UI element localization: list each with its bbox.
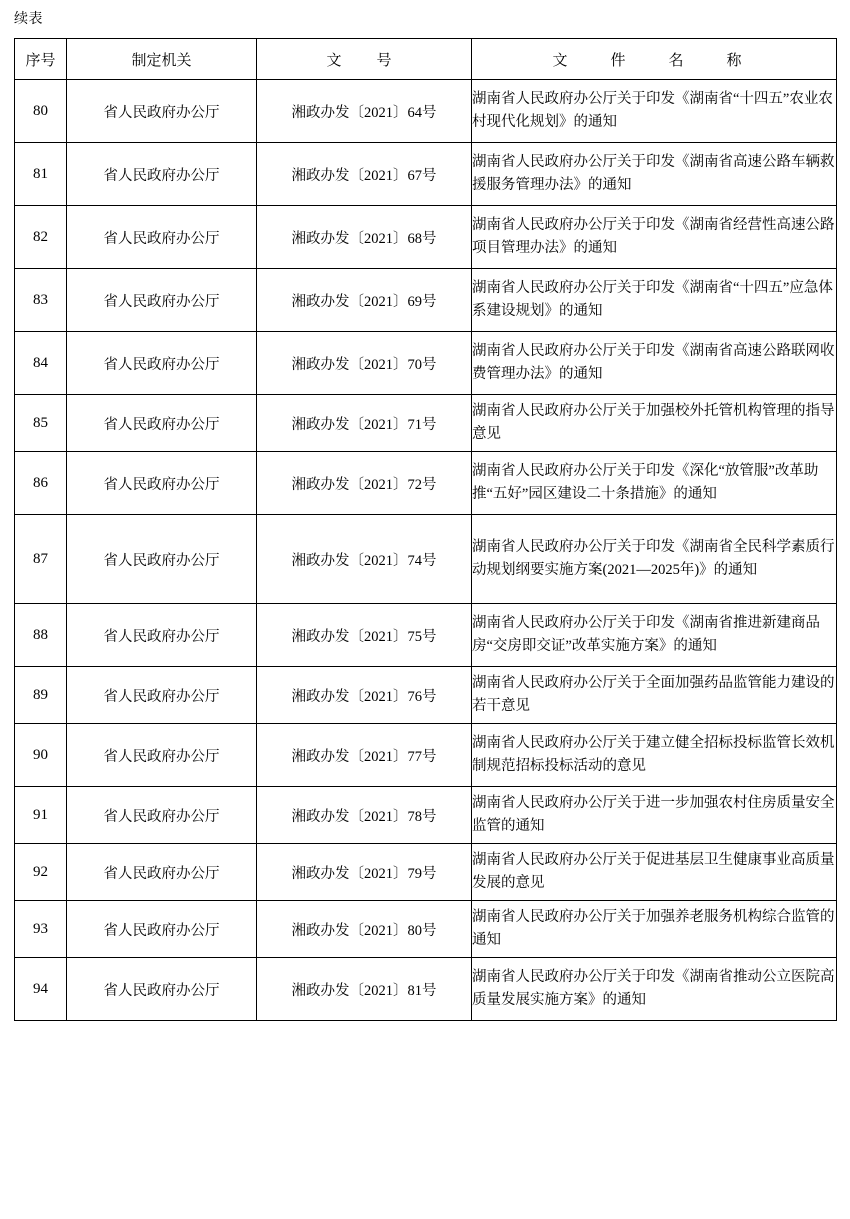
cell-document-number: 湘政办发〔2021〕78号 <box>257 787 472 844</box>
cell-organization: 省人民政府办公厅 <box>67 787 257 844</box>
cell-document-number: 湘政办发〔2021〕72号 <box>257 452 472 515</box>
cell-organization: 省人民政府办公厅 <box>67 958 257 1021</box>
cell-number: 93 <box>15 901 67 958</box>
cell-document-name: 湖南省人民政府办公厅关于印发《湖南省“十四五”农业农村现代化规划》的通知 <box>472 80 837 143</box>
table-row <box>15 332 837 395</box>
cell-document-number: 湘政办发〔2021〕74号 <box>257 515 472 604</box>
cell-number: 80 <box>15 80 67 143</box>
table-row <box>15 724 837 787</box>
cell-organization: 省人民政府办公厅 <box>67 724 257 787</box>
cell-number: 94 <box>15 958 67 1021</box>
cell-number: 82 <box>15 206 67 269</box>
cell-number: 81 <box>15 143 67 206</box>
cell-document-name: 湖南省人民政府办公厅关于印发《湖南省高速公路联网收费管理办法》的通知 <box>472 332 837 395</box>
table-row <box>15 901 837 958</box>
regulations-table <box>14 38 837 1021</box>
cell-number: 89 <box>15 667 67 724</box>
cell-organization: 省人民政府办公厅 <box>67 269 257 332</box>
cell-number: 88 <box>15 604 67 667</box>
table-header <box>15 39 837 80</box>
cell-document-number: 湘政办发〔2021〕75号 <box>257 604 472 667</box>
cell-organization: 省人民政府办公厅 <box>67 901 257 958</box>
cell-number: 85 <box>15 395 67 452</box>
column-header-organization: 制定机关 <box>67 39 257 80</box>
cell-document-number: 湘政办发〔2021〕77号 <box>257 724 472 787</box>
table-row <box>15 269 837 332</box>
cell-organization: 省人民政府办公厅 <box>67 332 257 395</box>
cell-document-number: 湘政办发〔2021〕81号 <box>257 958 472 1021</box>
cell-number: 84 <box>15 332 67 395</box>
cell-organization: 省人民政府办公厅 <box>67 143 257 206</box>
cell-organization: 省人民政府办公厅 <box>67 80 257 143</box>
table-row <box>15 787 837 844</box>
cell-document-name: 湖南省人民政府办公厅关于促进基层卫生健康事业高质量发展的意见 <box>472 844 837 901</box>
cell-document-number: 湘政办发〔2021〕68号 <box>257 206 472 269</box>
table-row <box>15 667 837 724</box>
table-container <box>14 38 836 1021</box>
cell-document-name: 湖南省人民政府办公厅关于印发《湖南省高速公路车辆救援服务管理办法》的通知 <box>472 143 837 206</box>
cell-document-number: 湘政办发〔2021〕76号 <box>257 667 472 724</box>
cell-organization: 省人民政府办公厅 <box>67 206 257 269</box>
cell-document-number: 湘政办发〔2021〕79号 <box>257 844 472 901</box>
cell-number: 92 <box>15 844 67 901</box>
table-row <box>15 206 837 269</box>
cell-document-number: 湘政办发〔2021〕64号 <box>257 80 472 143</box>
cell-document-number: 湘政办发〔2021〕80号 <box>257 901 472 958</box>
cell-organization: 省人民政府办公厅 <box>67 395 257 452</box>
cell-number: 87 <box>15 515 67 604</box>
table-row <box>15 80 837 143</box>
cell-document-number: 湘政办发〔2021〕67号 <box>257 143 472 206</box>
cell-document-number: 湘政办发〔2021〕71号 <box>257 395 472 452</box>
cell-document-number: 湘政办发〔2021〕69号 <box>257 269 472 332</box>
cell-number: 83 <box>15 269 67 332</box>
table-row <box>15 452 837 515</box>
table-row <box>15 958 837 1021</box>
column-header-document-number: 文 号 <box>257 39 472 80</box>
table-row <box>15 844 837 901</box>
continued-table-label: 续表 <box>14 12 43 27</box>
cell-organization: 省人民政府办公厅 <box>67 667 257 724</box>
cell-organization: 省人民政府办公厅 <box>67 604 257 667</box>
cell-number: 91 <box>15 787 67 844</box>
table-body <box>15 80 837 1021</box>
cell-number: 90 <box>15 724 67 787</box>
cell-document-name: 湖南省人民政府办公厅关于印发《湖南省全民科学素质行动规划纲要实施方案(2021—2025年)》的通知 <box>472 515 837 604</box>
cell-document-name: 湖南省人民政府办公厅关于印发《湖南省“十四五”应急体系建设规划》的通知 <box>472 269 837 332</box>
cell-document-name: 湖南省人民政府办公厅关于印发《湖南省推进新建商品房“交房即交证”改革实施方案》的通知 <box>472 604 837 667</box>
cell-document-name: 湖南省人民政府办公厅关于进一步加强农村住房质量安全监管的通知 <box>472 787 837 844</box>
table-row <box>15 395 837 452</box>
cell-document-name: 湖南省人民政府办公厅关于印发《湖南省推动公立医院高质量发展实施方案》的通知 <box>472 958 837 1021</box>
cell-document-number: 湘政办发〔2021〕70号 <box>257 332 472 395</box>
table-row <box>15 143 837 206</box>
cell-document-name: 湖南省人民政府办公厅关于全面加强药品监管能力建设的若干意见 <box>472 667 837 724</box>
cell-number: 86 <box>15 452 67 515</box>
table-row <box>15 515 837 604</box>
table-row <box>15 604 837 667</box>
cell-document-name: 湖南省人民政府办公厅关于印发《湖南省经营性高速公路项目管理办法》的通知 <box>472 206 837 269</box>
cell-document-name: 湖南省人民政府办公厅关于加强校外托管机构管理的指导意见 <box>472 395 837 452</box>
column-header-document-name: 文 件 名 称 <box>472 39 837 80</box>
column-header-number: 序号 <box>15 39 67 80</box>
cell-document-name: 湖南省人民政府办公厅关于建立健全招标投标监管长效机制规范招标投标活动的意见 <box>472 724 837 787</box>
cell-organization: 省人民政府办公厅 <box>67 452 257 515</box>
cell-document-name: 湖南省人民政府办公厅关于加强养老服务机构综合监管的通知 <box>472 901 837 958</box>
cell-organization: 省人民政府办公厅 <box>67 844 257 901</box>
cell-document-name: 湖南省人民政府办公厅关于印发《深化“放管服”改革助推“五好”园区建设二十条措施》的通知 <box>472 452 837 515</box>
cell-organization: 省人民政府办公厅 <box>67 515 257 604</box>
table-header-row <box>15 39 837 80</box>
